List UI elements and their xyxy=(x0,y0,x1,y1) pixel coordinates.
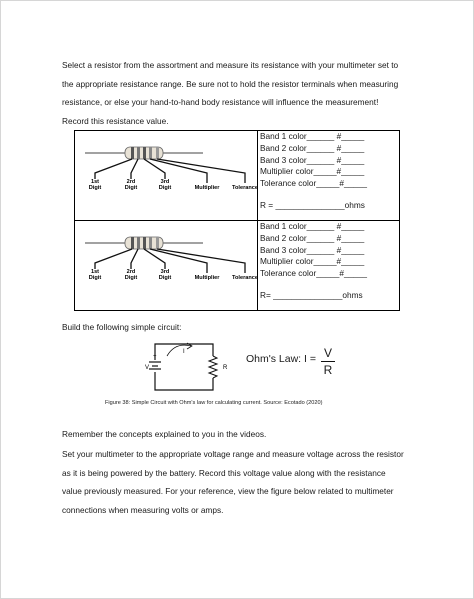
band1-field[interactable]: Band 1 color______ #_____ xyxy=(260,221,365,231)
ohms-law-fraction xyxy=(321,346,335,377)
digit2-sublabel: Digit xyxy=(124,185,138,191)
tolerance-field[interactable]: Tolerance color_____#_____ xyxy=(260,178,368,189)
tolerance-field[interactable]: Tolerance color_____#_____ xyxy=(260,268,368,279)
intro-line: Select a resistor from the assortment and measure its resistance with your multimeter set to xyxy=(62,60,399,70)
intro-line: Record this resistance value. xyxy=(62,115,169,126)
outro-paragraph xyxy=(62,445,418,519)
build-circuit-text: Build the following simple circuit: xyxy=(62,322,182,332)
multiplier-field[interactable]: Multiplier color_____#_____ xyxy=(260,166,365,177)
intro-line: resistance, or else your hand-to-hand body resistance will influence the measurement! xyxy=(62,97,379,108)
remember-text: Remember the concepts explained to you in the videos. xyxy=(62,429,267,439)
intro-paragraph xyxy=(62,56,418,130)
voltage-label: V xyxy=(145,365,150,371)
fraction-denominator: R xyxy=(323,363,333,377)
digit1-label: 1st xyxy=(90,269,100,275)
band2-field[interactable]: Band 2 color______ #_____ xyxy=(260,232,365,243)
outro-line: as it is being powered by the battery. Record this voltage value along with the resistance xyxy=(62,467,386,478)
table-row xyxy=(75,131,400,221)
table-row xyxy=(75,221,400,311)
digit1-label: 1st xyxy=(90,179,100,185)
band-fields-cell xyxy=(258,131,400,221)
band1-field[interactable]: Band 1 color______ #_____ xyxy=(260,131,365,141)
resistor-label: R xyxy=(223,365,228,371)
outro-line: Set your multimeter to the appropriate voltage range and measure voltage across the resistor xyxy=(62,449,404,459)
tolerance-label: Tolerance xyxy=(231,275,257,281)
band-fields-cell xyxy=(258,221,400,311)
outro-line: value previously measured. For your reference, view the figure below related to multimeter xyxy=(62,486,394,497)
digit3-sublabel: Digit xyxy=(158,275,172,281)
resistance-field[interactable]: R= _______________ohms xyxy=(260,289,363,300)
intro-line: the appropriate resistance range. Be sure not to hold the resistor terminals when measuring xyxy=(62,78,399,89)
resistor-color-band-diagram xyxy=(75,221,257,305)
outro-line: connections when measuring volts or amps. xyxy=(62,504,224,515)
digit2-label: 2rd xyxy=(126,269,136,275)
current-label: I xyxy=(183,349,185,355)
digit3-label: 3rd xyxy=(160,269,170,275)
multiplier-label: Multiplier xyxy=(194,275,220,281)
plus-sign: + xyxy=(153,354,157,360)
resistance-field[interactable]: R = _______________ohms xyxy=(260,199,365,210)
resistor-color-band-diagram xyxy=(75,131,257,215)
simple-circuit-diagram xyxy=(141,340,241,398)
ohms-law-text: Ohm's Law: I = xyxy=(246,353,316,365)
digit1-sublabel: Digit xyxy=(88,185,102,191)
fraction-numerator: V xyxy=(323,346,332,360)
band3-field[interactable]: Band 3 color______ #_____ xyxy=(260,154,365,165)
band3-field[interactable]: Band 3 color______ #_____ xyxy=(260,244,365,255)
resistor-diagram-cell xyxy=(75,131,258,221)
digit2-label: 2rd xyxy=(126,179,136,185)
multiplier-field[interactable]: Multiplier color_____#_____ xyxy=(260,256,365,267)
resistor-table xyxy=(74,130,400,311)
multiplier-label: Multiplier xyxy=(194,185,220,191)
digit1-sublabel: Digit xyxy=(88,275,102,281)
tolerance-label: Tolerance xyxy=(231,185,257,191)
digit3-sublabel: Digit xyxy=(158,185,172,191)
digit3-label: 3rd xyxy=(160,179,170,185)
fraction-bar xyxy=(321,361,335,362)
figure-caption: Figure 38: Simple Circuit with Ohm's law for calculating current. Source: Ecotado (2020) xyxy=(105,400,323,406)
band2-field[interactable]: Band 2 color______ #_____ xyxy=(260,142,365,153)
digit2-sublabel: Digit xyxy=(124,275,138,281)
resistor-diagram-cell xyxy=(75,221,258,311)
